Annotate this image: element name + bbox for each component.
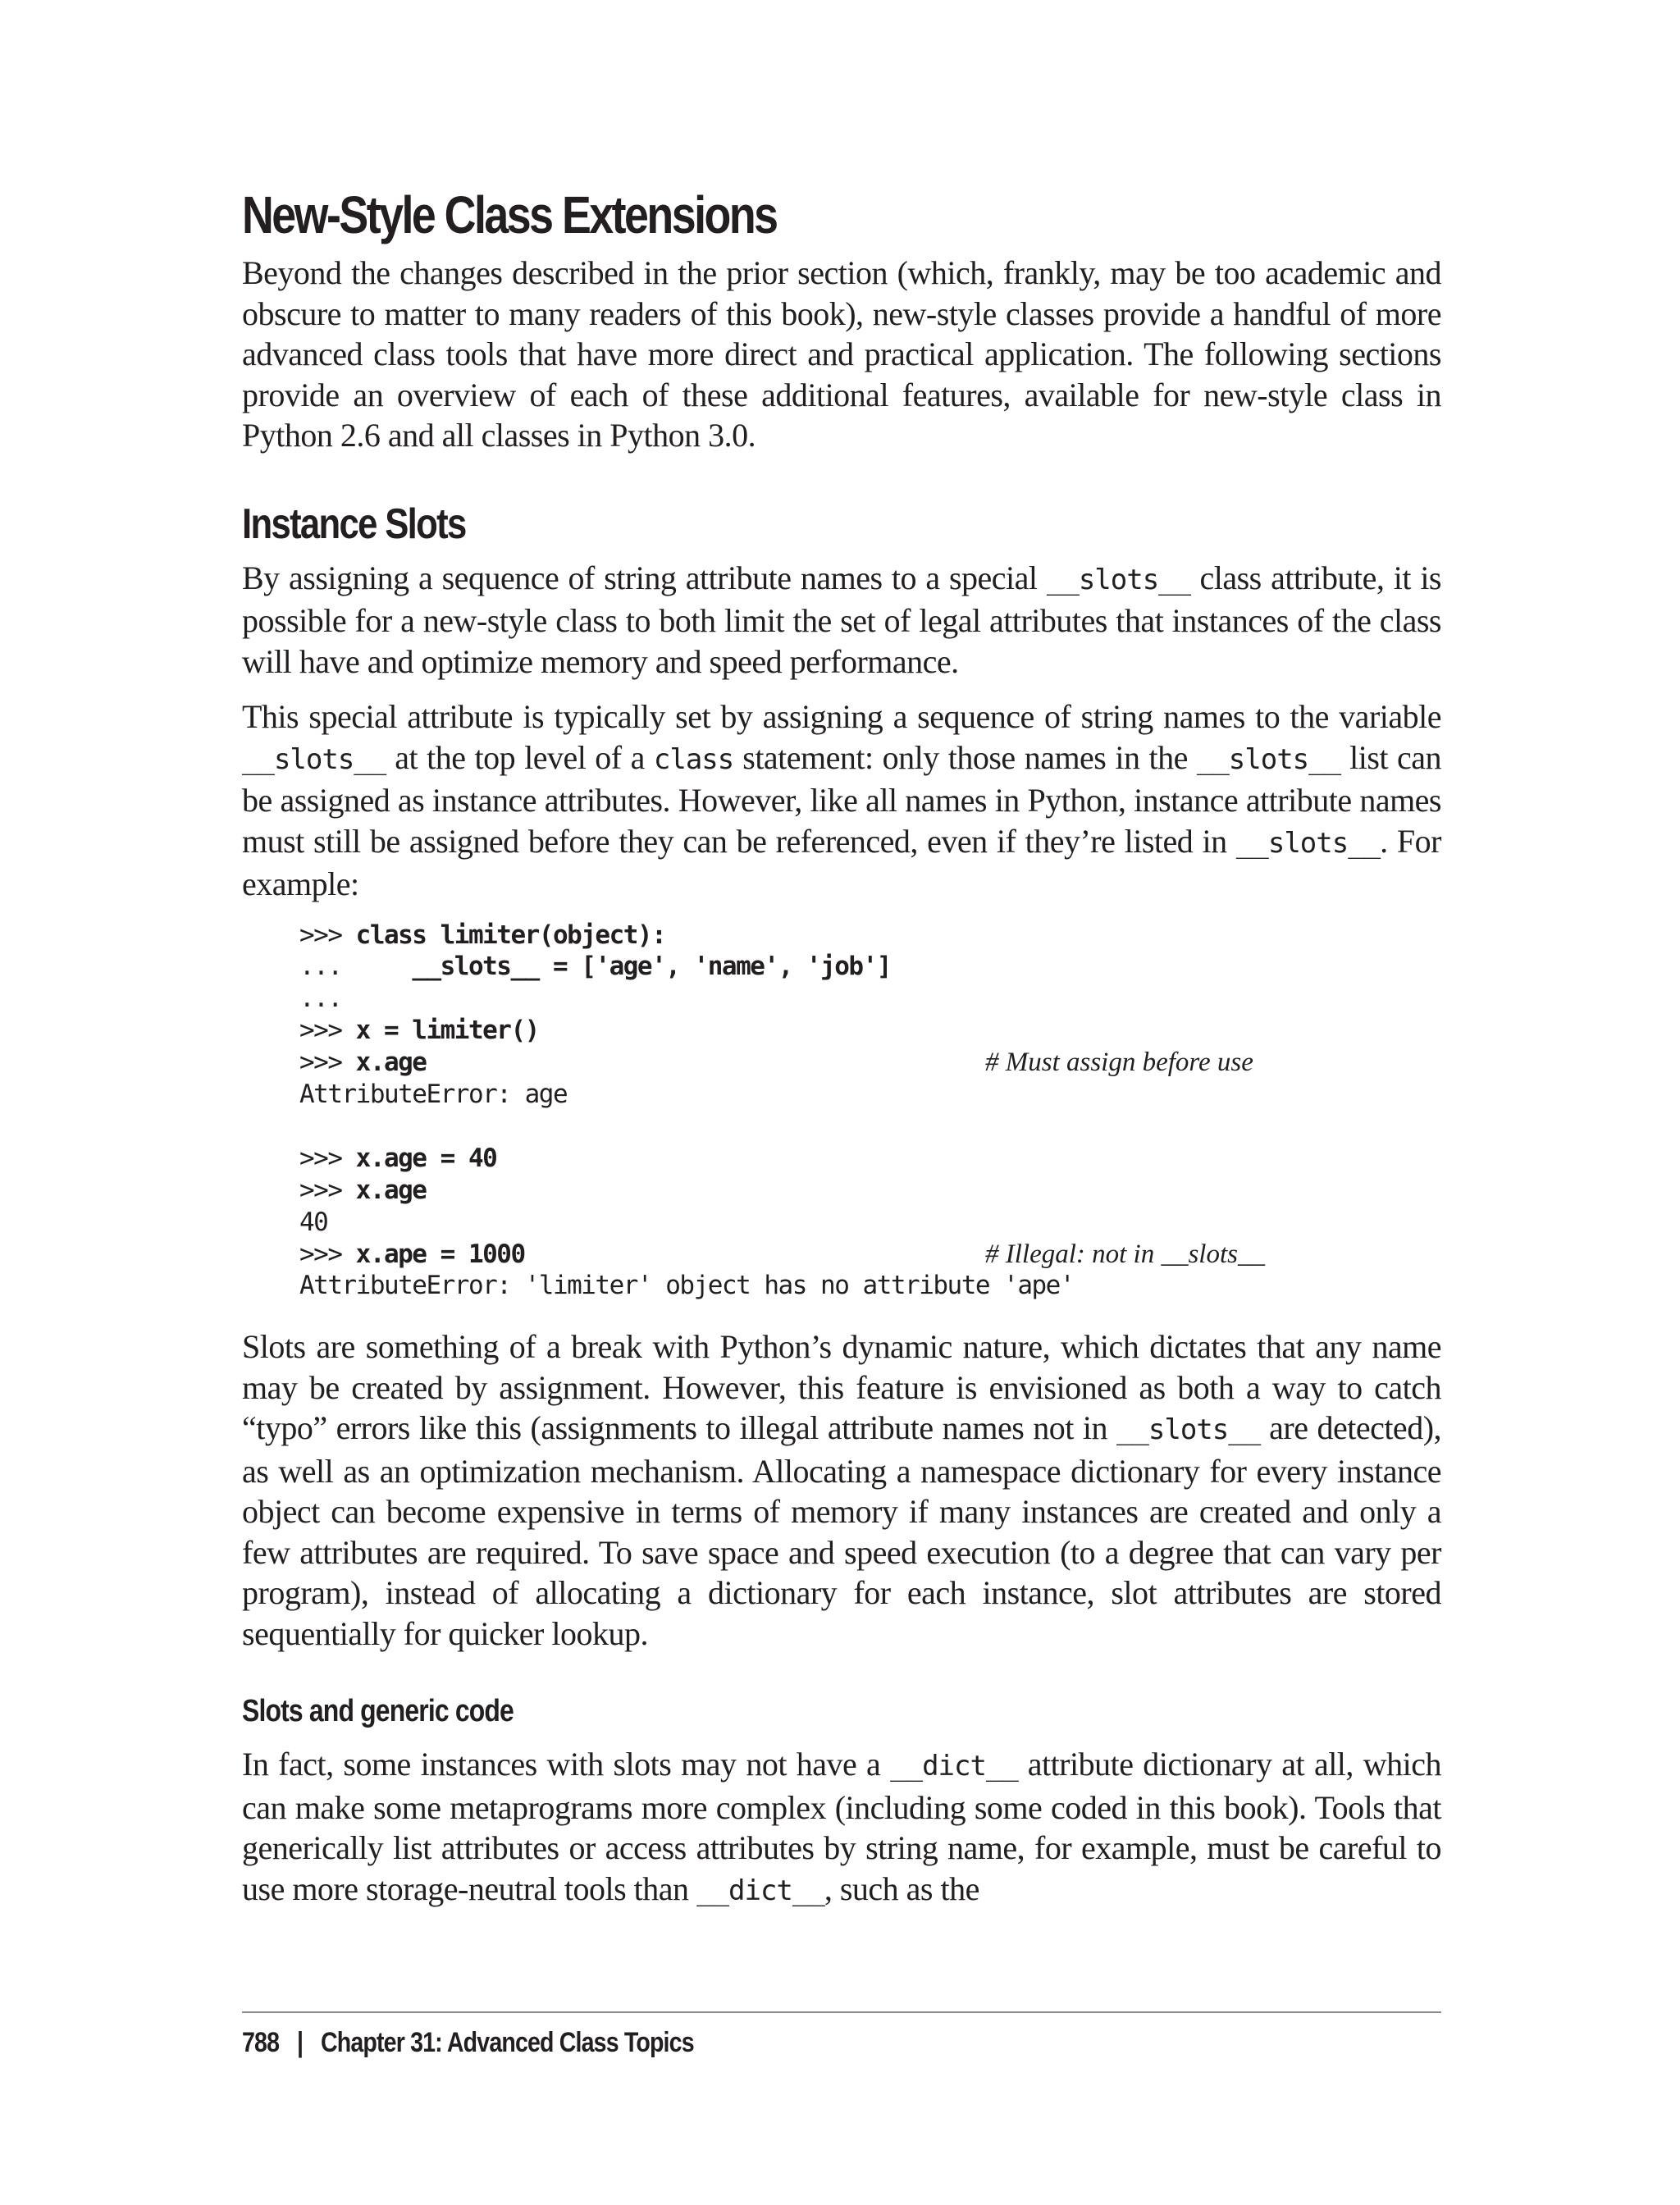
page-footer <box>242 2023 694 2062</box>
code-comment: # Illegal: not in __slots__ <box>985 1239 1265 1269</box>
code-comment: # Must assign before use <box>985 1048 1253 1078</box>
footer-rule <box>242 2011 1441 2013</box>
slots-paragraph-3: Slots are something of a break with Python’s dynamic nature, which dictates that any name may be created by assignment. However, this feature is envisioned as both a way to catch “typo” errors like this (assignments to illegal attribute names not in __slots__ are detected), as well as an optimization mechanism. Allocating a namespace dictionary for every instance object can become expensive in terms of memory if many instances are created and only a few attributes are required. To save space and speed execution (to a degree that can vary per program), instead of allocating a dictionary for each instance, slot attributes are stored sequentially for quicker lookup. <box>242 1328 1442 1652</box>
section-title: New-Style Class Extensions <box>242 185 777 244</box>
instance-slots-heading: Instance Slots <box>242 500 466 548</box>
footer-separator: | <box>296 2027 304 2058</box>
slots-code: __slots__ <box>1046 563 1191 596</box>
page-number: 788 <box>242 2027 280 2058</box>
slots-generic-heading: Slots and generic code <box>242 1694 514 1729</box>
slots-generic-paragraph: In fact, some instances with slots may not have a __dict__ attribute dictionary at all, which can make some metaprograms more complex (including some coded in this book). Tools that generically list attributes or access attributes by string name, for example, must be careful to use more storage-neutral tools than __dict__, such as the <box>242 1746 1441 1907</box>
code-example: >>> class limiter(object): ... __slots__ = ['age', 'name', 'job'] ... >>> x = limiter() >>> x.age # Must assign before use AttributeError: age >>> x.age = 40 >>> x.age 40 >>> x.ape = 1000 # Illegal: not in __slots__ AttributeError: 'limiter' object has no attribute 'ape' <box>299 920 1265 1301</box>
chapter-title: Chapter 31: Advanced Class Topics <box>320 2027 694 2058</box>
slots-paragraph-1: By assigning a sequence of string attribute names to a special __slots__ class attribute, it is possible for a new-style class to both limit the set of legal attributes that instances of the class will have and optimize memory and speed performance. <box>242 559 1441 680</box>
intro-paragraph: Beyond the changes described in the prior section (which, frankly, may be too academic and obscure to matter to many readers of this book), new-style classes provide a handful of more advanced class tools that have more direct and practical application. The following sections provide an overview of each of these additional features, available for new-style class in Python 2.6 and all classes in Python 3.0. <box>242 254 1441 454</box>
page-content <box>242 182 1441 1911</box>
slots-paragraph-2: This special attribute is typically set by assigning a sequence of string names to the variable __slots__ at the top level of a class statement: only those names in the __slots__ list can be assigned as instance attributes. However, like all names in Python, instance attribute names must still be assigned before they can be referenced, even if they’re listed in __slots__. For example: <box>242 698 1442 902</box>
